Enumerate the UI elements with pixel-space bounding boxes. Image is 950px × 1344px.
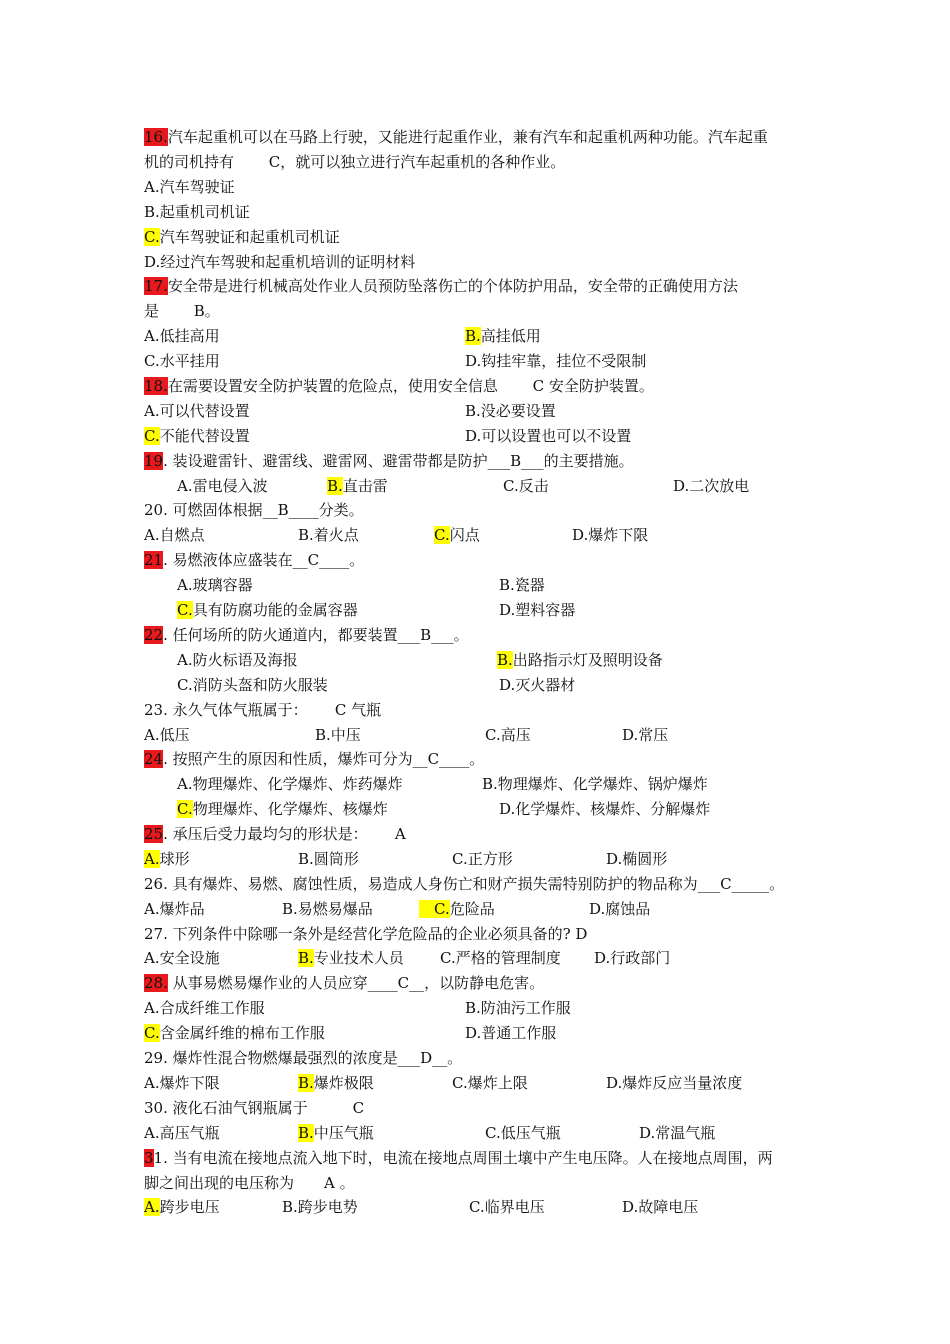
- answer-highlight: C.: [419, 900, 450, 918]
- q16-stem-line2: 机的司机持有 C，就可以独立进行汽车起重机的各种作业。: [144, 153, 566, 171]
- q17-stem-line2: 是 B。: [144, 302, 220, 320]
- q24-option-a: A.物理爆炸、化学爆炸、炸药爆炸: [177, 775, 403, 793]
- q16-option-b: B.起重机司机证: [144, 203, 250, 221]
- answer-highlight: A.: [144, 850, 160, 868]
- q25-option-d: D.椭圆形: [606, 850, 668, 868]
- q26-option-d: D.腐蚀品: [589, 900, 651, 918]
- q24-option-d: D.化学爆炸、核爆炸、分解爆炸: [499, 800, 711, 818]
- q30-option-a: A.高压气瓶: [144, 1124, 220, 1142]
- q30-option-c: C.低压气瓶: [485, 1124, 561, 1142]
- q27-option-b: B.专业技术人员: [298, 949, 404, 967]
- q19-option-d: D.二次放电: [673, 477, 750, 495]
- q24-stem: 24. 按照产生的原因和性质，爆炸可分为__C____。: [144, 750, 485, 768]
- q26-option-a: A.爆炸品: [144, 900, 205, 918]
- q18-option-a: A.可以代替设置: [144, 402, 250, 420]
- q21-option-a: A.玻璃容器: [177, 576, 253, 594]
- answer-highlight: B.: [298, 1124, 314, 1142]
- answer-highlight: B.: [298, 949, 314, 967]
- q30-stem: 30. 液化石油气钢瓶属于 C: [144, 1099, 365, 1117]
- answer-highlight: C.: [177, 601, 193, 619]
- q28-stem: 28. 从事易燃易爆作业的人员应穿____C__，以防静电危害。: [144, 974, 545, 992]
- answer-highlight: C.: [434, 526, 450, 544]
- answer-highlight: C.: [144, 427, 160, 445]
- q19-option-c: C.反击: [503, 477, 549, 495]
- q21-option-c: C.具有防腐功能的金属容器: [177, 601, 358, 619]
- q31-stem-line1: 31. 当有电流在接地点流入地下时，电流在接地点周围土壤中产生电压降。人在接地点周围，两: [144, 1149, 773, 1167]
- q25-number: 25: [144, 825, 164, 843]
- q16-option-d: D.经过汽车驾驶和起重机培训的证明材料: [144, 253, 416, 271]
- q23-stem: 23. 永久气体气瓶属于： C 气瓶: [144, 701, 382, 719]
- q29-option-b: B.爆炸极限: [298, 1074, 374, 1092]
- q27-option-d: D.行政部门: [594, 949, 671, 967]
- q21-option-b: B.瓷器: [499, 576, 545, 594]
- answer-highlight: A.: [144, 1198, 160, 1216]
- q17-number: 17.: [144, 277, 168, 295]
- q31-option-d: D.故障电压: [622, 1198, 699, 1216]
- q27-option-a: A.安全设施: [144, 949, 220, 967]
- answer-highlight: C.: [177, 800, 193, 818]
- q23-option-a: A.低压: [144, 726, 190, 744]
- q25-option-a: A.球形: [144, 850, 190, 868]
- q23-option-d: D.常压: [622, 726, 669, 744]
- q16-stem-line1: 16.汽车起重机可以在马路上行驶，又能进行起重作业，兼有汽车和起重机两种功能。汽车起重: [144, 128, 768, 146]
- q27-option-c: C.严格的管理制度: [440, 949, 561, 967]
- q17-option-d: D.钩挂牢靠，挂位不受限制: [465, 352, 647, 370]
- q31-option-b: B.跨步电势: [282, 1198, 358, 1216]
- q18-stem: 18.在需要设置安全防护装置的危险点，使用安全信息 C 安全防护装置。: [144, 377, 654, 395]
- q26-option-b: B.易燃易爆品: [282, 900, 373, 918]
- q27-stem: 27. 下列条件中除哪一条外是经营化学危险品的企业必须具备的? D: [144, 925, 588, 943]
- q30-option-d: D.常温气瓶: [639, 1124, 716, 1142]
- q29-stem: 29. 爆炸性混合物燃爆最强烈的浓度是___D__。: [144, 1049, 463, 1067]
- q16-number: 16.: [144, 128, 168, 146]
- q16-option-a: A.汽车驾驶证: [144, 178, 235, 196]
- q28-option-c: C.含金属纤维的棉布工作服: [144, 1024, 325, 1042]
- q25-option-b: B.圆筒形: [298, 850, 359, 868]
- q20-stem: 20. 可燃固体根据__B____分类。: [144, 501, 364, 519]
- q16-option-c: C.汽车驾驶证和起重机司机证: [144, 228, 340, 246]
- q26-option-c: C.危险品: [419, 900, 495, 918]
- q20-option-b: B.着火点: [298, 526, 359, 544]
- q26-stem: 26. 具有爆炸、易燃、腐蚀性质，易造成人身伤亡和财产损失需特别防护的物品称为___C_____。: [144, 875, 785, 893]
- q19-option-b: B.直击雷: [327, 477, 388, 495]
- q29-option-c: C.爆炸上限: [452, 1074, 528, 1092]
- q29-option-a: A.爆炸下限: [144, 1074, 220, 1092]
- answer-highlight: B.: [465, 327, 481, 345]
- q20-option-d: D.爆炸下限: [572, 526, 649, 544]
- q28-option-a: A.合成纤维工作服: [144, 999, 265, 1017]
- q23-option-b: B.中压: [315, 726, 361, 744]
- q22-option-a: A.防火标语及海报: [177, 651, 298, 669]
- q18-option-d: D.可以设置也可以不设置: [465, 427, 632, 445]
- q21-stem: 21. 易燃液体应盛装在__C____。: [144, 551, 365, 569]
- q29-option-d: D.爆炸反应当量浓度: [606, 1074, 743, 1092]
- q18-option-b: B.没必要设置: [465, 402, 556, 420]
- q28-option-d: D.普通工作服: [465, 1024, 557, 1042]
- q22-option-d: D.灭火器材: [499, 676, 576, 694]
- q19-number: 19: [144, 452, 164, 470]
- q22-option-b: B.出路指示灯及照明设备: [497, 651, 663, 669]
- q24-number: 24: [144, 750, 164, 768]
- q17-option-a: A.低挂高用: [144, 327, 220, 345]
- q20-option-c: C.闪点: [434, 526, 480, 544]
- q31-stem-line2: 脚之间出现的电压称为 A 。: [144, 1174, 355, 1192]
- q22-number: 22: [144, 626, 164, 644]
- q25-option-c: C.正方形: [452, 850, 513, 868]
- q21-number: 21: [144, 551, 164, 569]
- q31-option-a: A.跨步电压: [144, 1198, 220, 1216]
- answer-highlight: B.: [298, 1074, 314, 1092]
- q18-option-c: C.不能代替设置: [144, 427, 250, 445]
- q23-option-c: C.高压: [485, 726, 531, 744]
- q21-option-d: D.塑料容器: [499, 601, 576, 619]
- q28-option-b: B.防油污工作服: [465, 999, 571, 1017]
- q18-number: 18.: [144, 377, 168, 395]
- q17-option-b: B.高挂低用: [465, 327, 541, 345]
- q20-option-a: A.自燃点: [144, 526, 205, 544]
- q22-option-c: C.消防头盔和防火服装: [177, 676, 328, 694]
- q31-option-c: C.临界电压: [469, 1198, 545, 1216]
- q31-number: 3: [144, 1149, 154, 1167]
- q19-stem: 19. 装设避雷针、避雷线、避雷网、避雷带都是防护___B___的主要措施。: [144, 452, 634, 470]
- answer-highlight: C.: [144, 1024, 160, 1042]
- answer-highlight: B.: [497, 651, 513, 669]
- answer-highlight: C.: [144, 228, 160, 246]
- q25-stem: 25. 承压后受力最均匀的形状是： A: [144, 825, 406, 843]
- q24-option-c: C.物理爆炸、化学爆炸、核爆炸: [177, 800, 388, 818]
- q22-stem: 22. 任何场所的防火通道内，都要装置___B___。: [144, 626, 469, 644]
- q24-option-b: B.物理爆炸、化学爆炸、锅炉爆炸: [482, 775, 708, 793]
- q28-number: 28.: [144, 974, 168, 992]
- answer-highlight: B.: [327, 477, 343, 495]
- q19-option-a: A.雷电侵入波: [177, 477, 268, 495]
- q17-stem-line1: 17.安全带是进行机械高处作业人员预防坠落伤亡的个体防护用品，安全带的正确使用方法: [144, 277, 738, 295]
- q30-option-b: B.中压气瓶: [298, 1124, 374, 1142]
- q17-option-c: C.水平挂用: [144, 352, 220, 370]
